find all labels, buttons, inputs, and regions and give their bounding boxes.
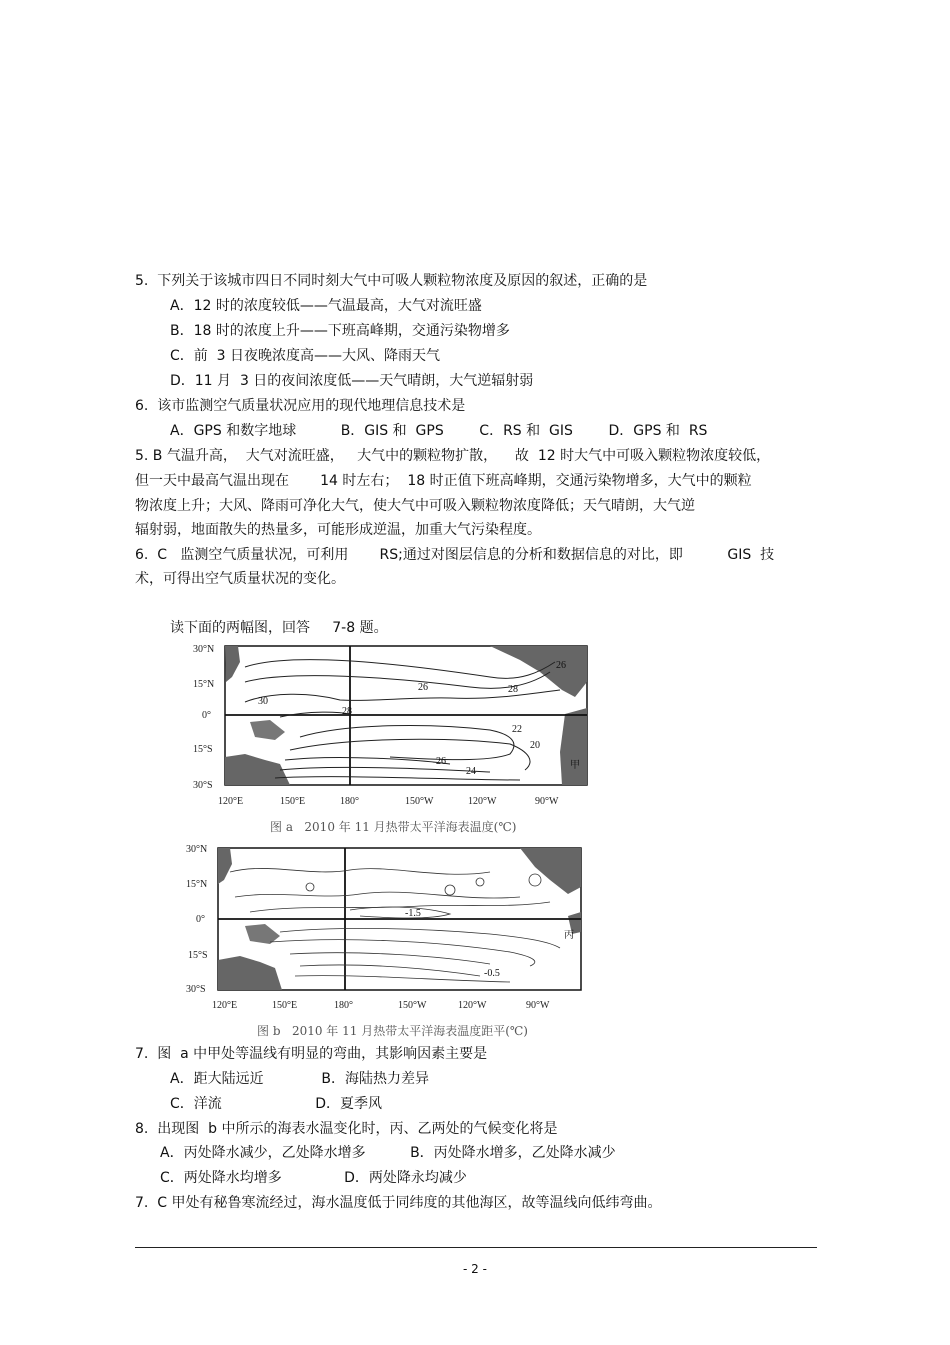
question-8-options-row-1: A．丙处降水减少，乙处降水增多 B．丙处降水增多，乙处降水减少 bbox=[160, 1145, 616, 1161]
map-b-y-label: 30°S bbox=[186, 984, 206, 995]
map-a-caption: 图 a 2010 年 11 月热带太平洋海表温度(℃) bbox=[270, 820, 517, 834]
map-a-contour-label: 26 bbox=[418, 682, 428, 693]
question-8-options-row-2: C．两处降水均增多 D．两处降永均减少 bbox=[160, 1170, 467, 1186]
map-b-y-label: 30°N bbox=[186, 844, 208, 855]
answer-6-line-1: 6. C 监测空气质量状况，可利用 RS;通过对图层信息的分析和数据信息的对比，即 GIS 技 bbox=[135, 547, 775, 563]
question-5-stem: 5. 下列关于该城市四日不同时刻大气中可吸人颗粒物浓度及原因的叙述，正确的是 bbox=[135, 273, 648, 289]
map-a-sst bbox=[190, 642, 600, 810]
map-b-x-label: 180° bbox=[334, 1000, 353, 1011]
map-a-contour-label: 24 bbox=[466, 766, 476, 777]
map-a-x-label: 150°E bbox=[280, 796, 306, 807]
map-a-contour-label: 30 bbox=[258, 696, 268, 707]
question-7-options-row-2: C．洋流 D．夏季风 bbox=[170, 1096, 383, 1112]
question-5-option-a: A．12 时的浓度较低——气温最高，大气对流旺盛 bbox=[170, 298, 482, 314]
map-a-x-label: 120°W bbox=[468, 796, 497, 807]
figure-intro: 读下面的两幅图，回答 7-8 题。 bbox=[170, 620, 388, 636]
map-a-contour-label: 28 bbox=[508, 684, 518, 695]
map-a-x-label: 90°W bbox=[535, 796, 559, 807]
map-b-x-label: 150°W bbox=[398, 1000, 427, 1011]
question-7-stem: 7. 图 a 中甲处等温线有明显的弯曲，其影响因素主要是 bbox=[135, 1046, 488, 1062]
footer-divider bbox=[135, 1247, 817, 1248]
map-a-contour-label: 26 bbox=[556, 660, 566, 671]
answer-5-line-3: 物浓度上升；大风、降雨可净化大气，使大气中可吸入颗粒物浓度降低；天气晴朗，大气逆 bbox=[135, 498, 695, 514]
map-a-y-label: 0° bbox=[202, 710, 211, 721]
map-b-x-label: 120°W bbox=[458, 1000, 487, 1011]
answer-7: 7. C 甲处有秘鲁寒流经过，海水温度低于同纬度的其他海区，故等温线向低纬弯曲。 bbox=[135, 1195, 662, 1211]
map-b-y-label: 15°S bbox=[188, 950, 208, 961]
page-number: - 2 - bbox=[463, 1262, 487, 1276]
map-a-y-label: 30°N bbox=[193, 644, 215, 655]
answer-5-line-1: 5. B 气温升高， 大气对流旺盛， 大气中的颗粒物扩散， 故 12 时大气中可吸入颗粒物浓度较低， bbox=[135, 448, 771, 464]
map-a-y-label: 15°S bbox=[193, 744, 213, 755]
map-b-x-label: 90°W bbox=[526, 1000, 550, 1011]
question-8-stem: 8. 出现图 b 中所示的海表水温变化时，丙、乙两处的气候变化将是 bbox=[135, 1121, 558, 1137]
question-7-options-row-1: A．距大陆远近 B．海陆热力差异 bbox=[170, 1071, 430, 1087]
map-a-y-label: 15°N bbox=[193, 679, 215, 690]
answer-5-line-4: 辐射弱，地面散失的热量多，可能形成逆温，加重大气污染程度。 bbox=[135, 522, 541, 538]
question-6-stem: 6. 该市监测空气质量状况应用的现代地理信息技术是 bbox=[135, 398, 466, 414]
map-a-x-label: 180° bbox=[340, 796, 359, 807]
answer-5-line-2: 但一天中最高气温出现在 14 时左右； 18 时正值下班高峰期，交通污染物增多，大气中的颗粒 bbox=[135, 473, 752, 489]
map-a-contour-label: 22 bbox=[512, 724, 522, 735]
question-5-option-d: D．11 月 3 日的夜间浓度低——天气晴朗，大气逆辐射弱 bbox=[170, 373, 534, 389]
question-5-option-c: C．前 3 日夜晚浓度高——大风、降雨天气 bbox=[170, 348, 441, 364]
question-5-option-b: B．18 时的浓度上升——下班高峰期，交通污染物增多 bbox=[170, 323, 510, 339]
map-b-contour-label: -0.5 bbox=[484, 968, 500, 979]
map-a-x-label: 120°E bbox=[218, 796, 244, 807]
map-a-contour-label: 28 bbox=[342, 706, 352, 717]
map-b-contour-label: -1.5 bbox=[405, 908, 421, 919]
map-b-marker-bing: 丙 bbox=[564, 930, 574, 941]
answer-6-line-2: 术，可得出空气质量状况的变化。 bbox=[135, 571, 345, 587]
question-6-options: A．GPS 和数字地球 B．GIS 和 GPS C．RS 和 GIS D．GPS 和 RS bbox=[170, 423, 708, 439]
map-b-y-label: 15°N bbox=[186, 879, 208, 890]
map-a-contour-label: 26 bbox=[436, 756, 446, 767]
map-a-y-label: 30°S bbox=[193, 780, 213, 791]
map-b-x-label: 120°E bbox=[212, 1000, 238, 1011]
map-a-marker-jia: 甲 bbox=[570, 760, 580, 771]
map-b-sst-anomaly bbox=[186, 842, 600, 1014]
map-a-contour-label: 20 bbox=[530, 740, 540, 751]
map-a-x-label: 150°W bbox=[405, 796, 434, 807]
map-b-caption: 图 b 2010 年 11 月热带太平洋海表温度距平(℃) bbox=[257, 1024, 528, 1038]
map-b-x-label: 150°E bbox=[272, 1000, 298, 1011]
map-b-y-label: 0° bbox=[196, 914, 205, 925]
